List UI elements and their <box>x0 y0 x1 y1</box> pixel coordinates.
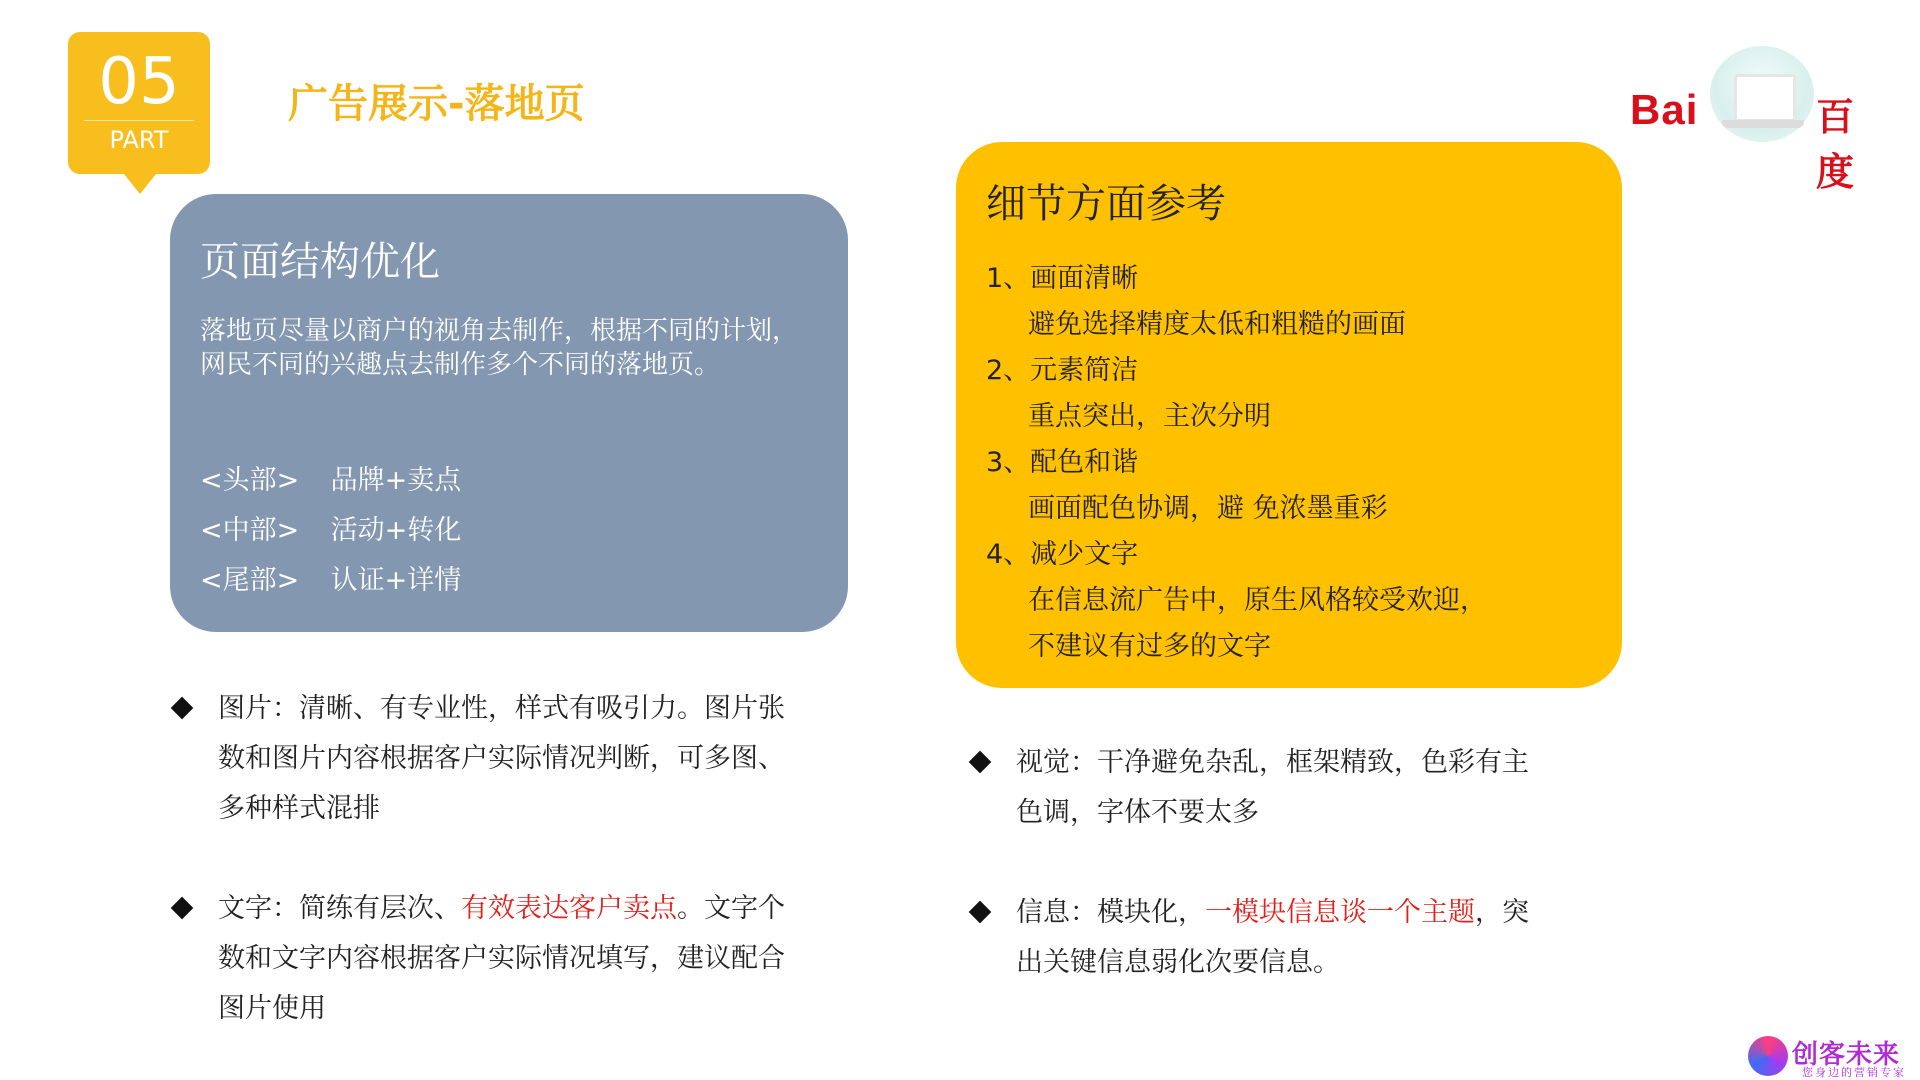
structure-card-desc <box>200 314 810 382</box>
bullet-text-copy <box>174 884 854 1044</box>
detail-item-desc: 避免选择精度太低和粗糙的画面 <box>1028 309 1406 340</box>
structure-part-row <box>200 456 461 506</box>
structure-parts <box>200 456 461 606</box>
bullet-line: 图片：清晰、有专业性，样式有吸引力。图片张 <box>218 693 785 724</box>
baidu-logo-text-en: Bai <box>1630 86 1699 133</box>
bullet-line: 图片使用 <box>218 993 326 1024</box>
chuangke-logo <box>1748 1032 1920 1080</box>
detail-item-title: 4、减少文字 <box>986 539 1139 570</box>
bullet-line: 数和文字内容根据客户实际情况填写，建议配合 <box>218 943 785 974</box>
bullet-line: 出关键信息弱化次要信息。 <box>1016 947 1340 978</box>
bullet-images <box>174 684 854 844</box>
structure-card-heading: 页面结构优化 <box>200 239 440 285</box>
bullet-text <box>1016 888 1529 988</box>
part-value: 活动+转化 <box>330 515 462 546</box>
part-number: 05 <box>98 45 180 119</box>
part-tag: <头部> <box>200 465 300 496</box>
chuangke-name: 创客未来 <box>1792 1040 1901 1070</box>
laptop-base-icon <box>1722 120 1804 128</box>
details-card-heading: 细节方面参考 <box>986 181 1226 227</box>
part-divider <box>84 120 194 121</box>
structure-card <box>170 194 848 632</box>
bullet-highlight: 一模块信息谈一个主题 <box>1205 897 1475 928</box>
bullet-text <box>218 684 785 834</box>
bullet-line <box>218 884 785 934</box>
bullet-highlight: 有效表达客户卖点 <box>461 893 677 924</box>
bullet-info <box>972 888 1652 998</box>
details-card <box>956 142 1622 688</box>
diamond-bullet-icon <box>171 697 194 720</box>
desc-line: 网民不同的兴趣点去制作多个不同的落地页。 <box>200 350 721 380</box>
part-tag: <尾部> <box>200 565 300 596</box>
desc-line: 落地页尽量以商户的视角去制作，根据不同的计划， <box>200 316 799 346</box>
detail-item-title: 2、元素简洁 <box>986 355 1139 386</box>
laptop-icon <box>1734 74 1796 122</box>
detail-item-desc: 不建议有过多的文字 <box>1028 631 1271 662</box>
part-label: PART <box>109 126 169 154</box>
detail-item-desc: 在信息流广告中，原生风格较受欢迎， <box>1028 585 1487 616</box>
diamond-bullet-icon <box>171 897 194 920</box>
bullet-line: 视觉：干净避免杂乱，框架精致，色彩有主 <box>1016 747 1529 778</box>
rocket-icon <box>1748 1036 1788 1076</box>
baidu-logo-text-cn: 百度 <box>1816 95 1855 194</box>
part-badge <box>68 32 210 174</box>
bullet-line <box>1016 888 1529 938</box>
diamond-bullet-icon <box>969 751 992 774</box>
diamond-bullet-icon <box>969 901 992 924</box>
detail-item-title: 3、配色和谐 <box>986 447 1139 478</box>
bullet-suffix: 。文字个 <box>677 893 785 924</box>
details-list <box>986 256 1487 670</box>
bullet-prefix: 信息：模块化， <box>1016 897 1205 928</box>
bullet-suffix: ，突 <box>1475 897 1529 928</box>
slide-title: 广告展示-落地页 <box>288 81 585 127</box>
detail-item-desc: 重点突出，主次分明 <box>1028 401 1271 432</box>
bullet-line: 色调，字体不要太多 <box>1016 797 1259 828</box>
bullet-prefix: 文字：简练有层次、 <box>218 893 461 924</box>
bullet-visual <box>972 738 1652 848</box>
part-value: 认证+详情 <box>330 565 462 596</box>
part-tag: <中部> <box>200 515 300 546</box>
detail-item-title: 1、画面清晰 <box>986 263 1139 294</box>
structure-part-row <box>200 556 461 606</box>
bullet-line: 数和图片内容根据客户实际情况判断，可多图、 <box>218 743 785 774</box>
structure-part-row <box>200 506 461 556</box>
bullet-text <box>218 884 785 1034</box>
part-value: 品牌+卖点 <box>330 465 462 496</box>
bullet-text <box>1016 738 1529 838</box>
baidu-logo <box>1630 46 1890 194</box>
detail-item-desc: 画面配色协调，避 免浓墨重彩 <box>1028 493 1388 524</box>
bullet-line: 多种样式混排 <box>218 793 380 824</box>
chuangke-slogan: 您身边的营销专家 <box>1802 1066 1906 1079</box>
